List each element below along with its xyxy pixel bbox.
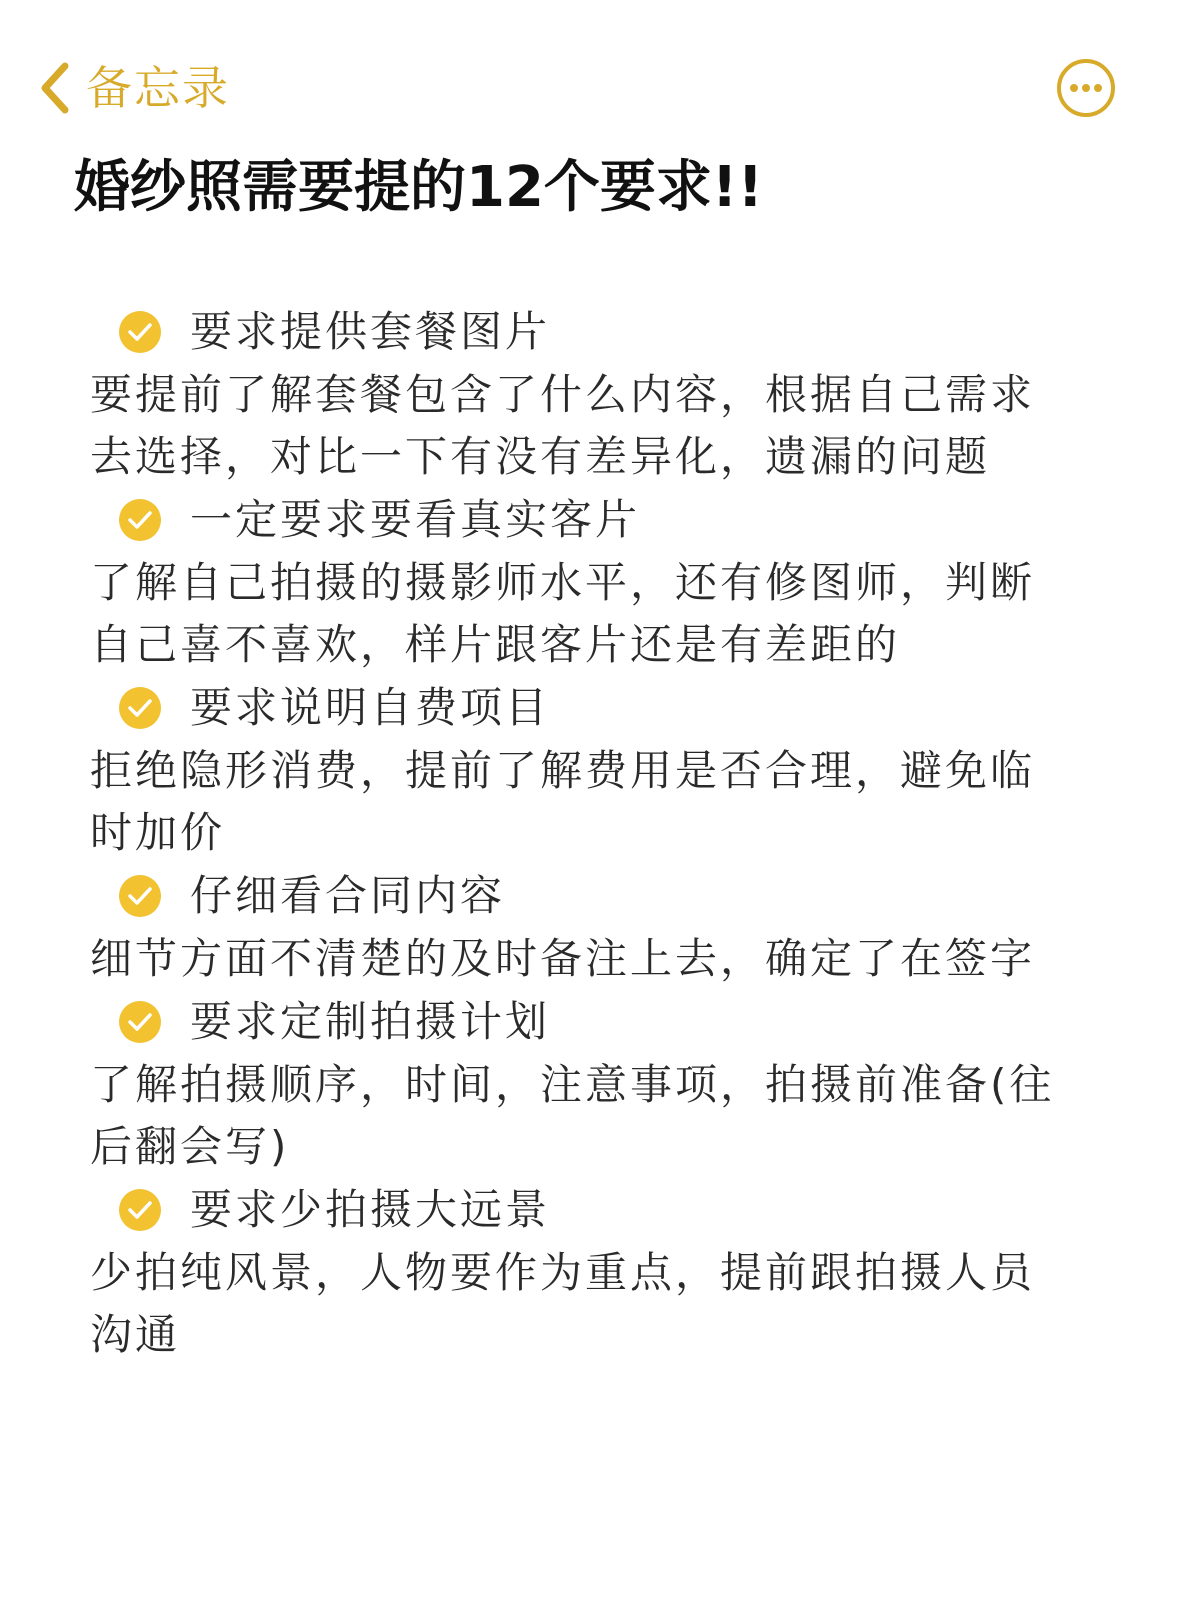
item-body: 了解拍摄顺序，时间，注意事项，拍摄前准备(往后翻会写) [90,1060,1055,1171]
item-heading: 仔细看合同内容 [190,871,506,920]
check-circle-icon [118,1000,162,1044]
note-title: 婚纱照需要提的12个要求!! [74,155,764,220]
check-circle-icon [118,310,162,354]
list-item [90,300,1070,488]
note-content[interactable] [90,300,1070,1366]
check-circle-icon [118,498,162,542]
more-horizontal-icon [1054,105,1118,124]
back-label: 备忘录 [86,61,230,115]
item-body: 要提前了解套餐包含了什么内容，根据自己需求去选择，对比一下有没有差异化，遗漏的问题 [90,370,1036,481]
list-item [90,676,1070,864]
item-heading: 要求提供套餐图片 [190,307,551,356]
item-heading: 要求定制拍摄计划 [190,997,551,1046]
item-body: 了解自己拍摄的摄影师水平，还有修图师，判断自己喜不喜欢，样片跟客片还是有差距的 [90,558,1036,669]
item-heading: 要求少拍摄大远景 [190,1185,551,1234]
item-body: 少拍纯风景，人物要作为重点，提前跟拍摄人员沟通 [90,1248,1036,1359]
item-heading: 一定要求要看真实客片 [190,495,641,544]
check-circle-icon [118,686,162,730]
list-item [90,1178,1070,1366]
more-button[interactable] [1054,56,1118,120]
list-item [90,488,1070,676]
chevron-left-icon [32,56,76,120]
item-body: 拒绝隐形消费，提前了解费用是否合理，避免临时加价 [90,746,1036,857]
list-item [90,864,1070,990]
check-circle-icon [118,874,162,918]
navigation-bar [0,0,1200,150]
check-circle-icon [118,1188,162,1232]
list-item [90,990,1070,1178]
back-button[interactable] [32,56,230,120]
item-heading: 要求说明自费项目 [190,683,551,732]
item-body: 细节方面不清楚的及时备注上去，确定了在签字 [90,934,1036,983]
